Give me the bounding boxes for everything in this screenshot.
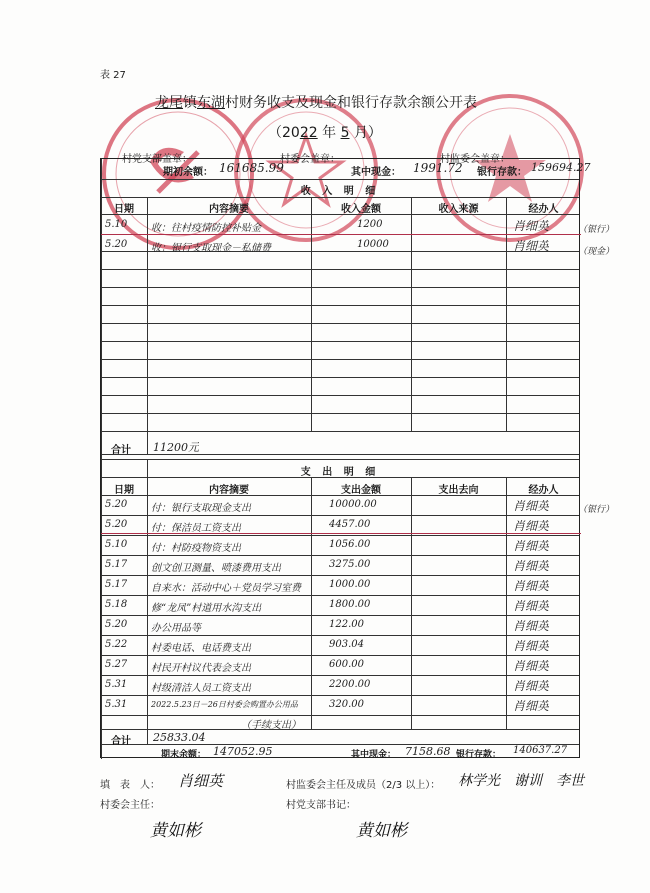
opening-cash-value: 1991.72	[413, 161, 463, 175]
preparer-signature: 肖细英	[178, 772, 224, 790]
expense-row-handler: 肖细英	[513, 519, 550, 533]
expense-row-summary: 村民开村议代表会支出	[151, 663, 251, 674]
director-signature: 黄如彬	[150, 821, 201, 841]
expense-extra-line: （手续支出）	[241, 720, 301, 731]
opening-balance-value: 161685.99	[219, 161, 284, 175]
closing-balance-label: 期末余额：	[161, 750, 207, 760]
expense-row-handler: 肖细英	[513, 639, 550, 653]
expense-row-handler: 肖细英	[513, 539, 550, 553]
expense-header-summary: 内容摘要	[209, 485, 249, 496]
title-sep: 镇	[183, 95, 197, 111]
closing-balance-value: 147052.95	[213, 745, 273, 758]
expense-row-underline	[101, 533, 581, 534]
expense-row-amount: 10000.00	[329, 499, 377, 510]
closing-cash-value: 7158.68	[405, 745, 451, 758]
expense-section-title: 支 出 明 细	[300, 467, 380, 478]
period-month: 5	[340, 125, 350, 141]
income-row-handler: 肖细英	[513, 239, 550, 253]
expense-row-date: 5.20	[105, 619, 128, 630]
income-row-note: （现金）	[578, 247, 615, 257]
expense-row-handler: 肖细英	[513, 559, 550, 573]
expense-row-amount: 320.00	[329, 699, 364, 710]
income-header-amount: 收入金额	[341, 204, 381, 215]
title-village: 东湖	[197, 95, 225, 111]
expense-row-date: 5.17	[105, 579, 128, 590]
expense-row-summary: 付：村防疫物资支出	[151, 543, 241, 554]
party-branch-seal-label: 村党支部盖章：	[122, 154, 192, 165]
income-row-summary: 收：往村疫情防控补贴金	[151, 223, 261, 234]
expense-row-amount: 903.04	[329, 639, 364, 650]
expense-row-date: 5.22	[105, 639, 128, 650]
secretary-signature: 黄如彬	[356, 821, 407, 841]
income-row-note: （银行）	[578, 225, 615, 235]
expense-row-summary: 村委电话、电话费支出	[151, 643, 251, 654]
page-title	[155, 92, 477, 112]
income-row-date: 5.10	[105, 219, 128, 230]
expense-row-handler: 肖细英	[513, 599, 550, 613]
expense-row-date: 5.20	[105, 519, 128, 530]
supervisory-members-signature: 林学光 谢训 李世	[458, 773, 584, 789]
expense-row-summary: 修“龙凤”村道用水沟支出	[151, 603, 262, 614]
expense-row-amount: 122.00	[329, 619, 364, 630]
secretary-label: 村党支部书记：	[286, 800, 356, 811]
income-row-handler: 肖细英	[513, 219, 550, 233]
title-rest: 村财务收支及现金和银行存款余额公开表	[225, 95, 477, 111]
expense-header-handler: 经办人	[528, 485, 559, 496]
expense-row-amount: 1056.00	[329, 539, 371, 550]
title-town: 龙尾	[155, 95, 183, 111]
expense-total-label: 合计	[111, 736, 131, 747]
expense-row-amount: 1800.00	[329, 599, 371, 610]
income-row-summary: 收：银行支取现金－私储费	[151, 243, 271, 254]
closing-bank-value: 140637.27	[513, 745, 568, 756]
income-section-title: 收 入 明 细	[300, 186, 380, 197]
expense-row-date: 5.31	[105, 699, 128, 710]
income-row-date: 5.20	[105, 239, 128, 250]
expense-row-date: 5.18	[105, 599, 128, 610]
period	[268, 122, 382, 142]
expense-row-summary: 付：银行支取现金支出	[151, 503, 251, 514]
income-total-value: 11200元	[153, 441, 199, 454]
expense-row-handler: 肖细英	[513, 579, 550, 593]
expense-row-amount: 4457.00	[329, 519, 371, 530]
expense-total-value: 25833.04	[153, 731, 206, 744]
opening-bank-label: 银行存款：	[477, 167, 527, 178]
opening-balance-label: 期初余额：	[163, 167, 213, 178]
closing-cash-label: 其中现金：	[351, 750, 397, 760]
expense-row-date: 5.20	[105, 499, 128, 510]
expense-row-handler: 肖细英	[513, 679, 550, 693]
income-row-underline	[101, 234, 581, 235]
expense-row-summary: 2022.5.23日－26日村委会购置办公用品	[151, 700, 298, 709]
expense-header-amount: 支出金额	[341, 485, 381, 496]
expense-row-date: 5.17	[105, 559, 128, 570]
expense-row-amount: 3275.00	[329, 559, 371, 570]
expense-row-date: 5.10	[105, 539, 128, 550]
income-header-source: 收入来源	[438, 204, 479, 215]
expense-row-date: 5.27	[105, 659, 128, 670]
expense-row-amount: 600.00	[329, 659, 364, 670]
expense-row-amount: 2200.00	[329, 679, 371, 690]
period-year-unit: 年	[322, 125, 337, 141]
expense-row-handler: 肖细英	[513, 499, 550, 513]
expense-row-summary: 创文创卫测量、喷漆费用支出	[151, 563, 281, 574]
preparer-label: 填 表 人：	[100, 780, 160, 791]
supervisory-seal-label: 村监委会盖章：	[440, 154, 510, 165]
expense-row-summary: 自来水：活动中心＋党员学习室费	[151, 583, 301, 594]
expense-row-note: （银行）	[578, 505, 615, 515]
expense-header-dest: 支出去向	[438, 485, 479, 496]
director-label: 村委会主任：	[100, 800, 160, 811]
income-total-label: 合计	[111, 445, 131, 456]
period-year: 22	[299, 125, 318, 141]
income-header-summary: 内容摘要	[209, 204, 249, 215]
expense-row-date: 5.31	[105, 679, 128, 690]
income-header-date: 日期	[114, 204, 134, 215]
finance-table	[100, 158, 591, 760]
form-number: 表 27	[100, 70, 126, 81]
expense-header-date: 日期	[114, 485, 134, 496]
expense-row-summary: 付：保洁员工资支出	[151, 523, 241, 534]
expense-row-handler: 肖细英	[513, 699, 550, 713]
income-header-handler: 经办人	[528, 204, 559, 215]
expense-row-summary: 办公用品等	[151, 623, 201, 634]
opening-bank-value: 159694.27	[531, 161, 591, 174]
expense-row-handler: 肖细英	[513, 619, 550, 633]
opening-cash-label: 其中现金：	[351, 167, 401, 178]
income-row-amount: 10000	[357, 239, 389, 250]
supervisory-members-label: 村监委会主任及成员（2/3 以上）：	[286, 780, 441, 791]
expense-row-summary: 村级清洁人员工资支出	[151, 683, 251, 694]
period-open: （20	[268, 125, 300, 141]
expense-row-amount: 1000.00	[329, 579, 371, 590]
period-close: 月）	[353, 125, 382, 141]
expense-row-handler: 肖细英	[513, 659, 550, 673]
committee-seal-label: 村委会盖章：	[280, 154, 340, 165]
income-row-amount: 1200	[357, 219, 383, 230]
closing-bank-label: 银行存款：	[456, 750, 502, 760]
